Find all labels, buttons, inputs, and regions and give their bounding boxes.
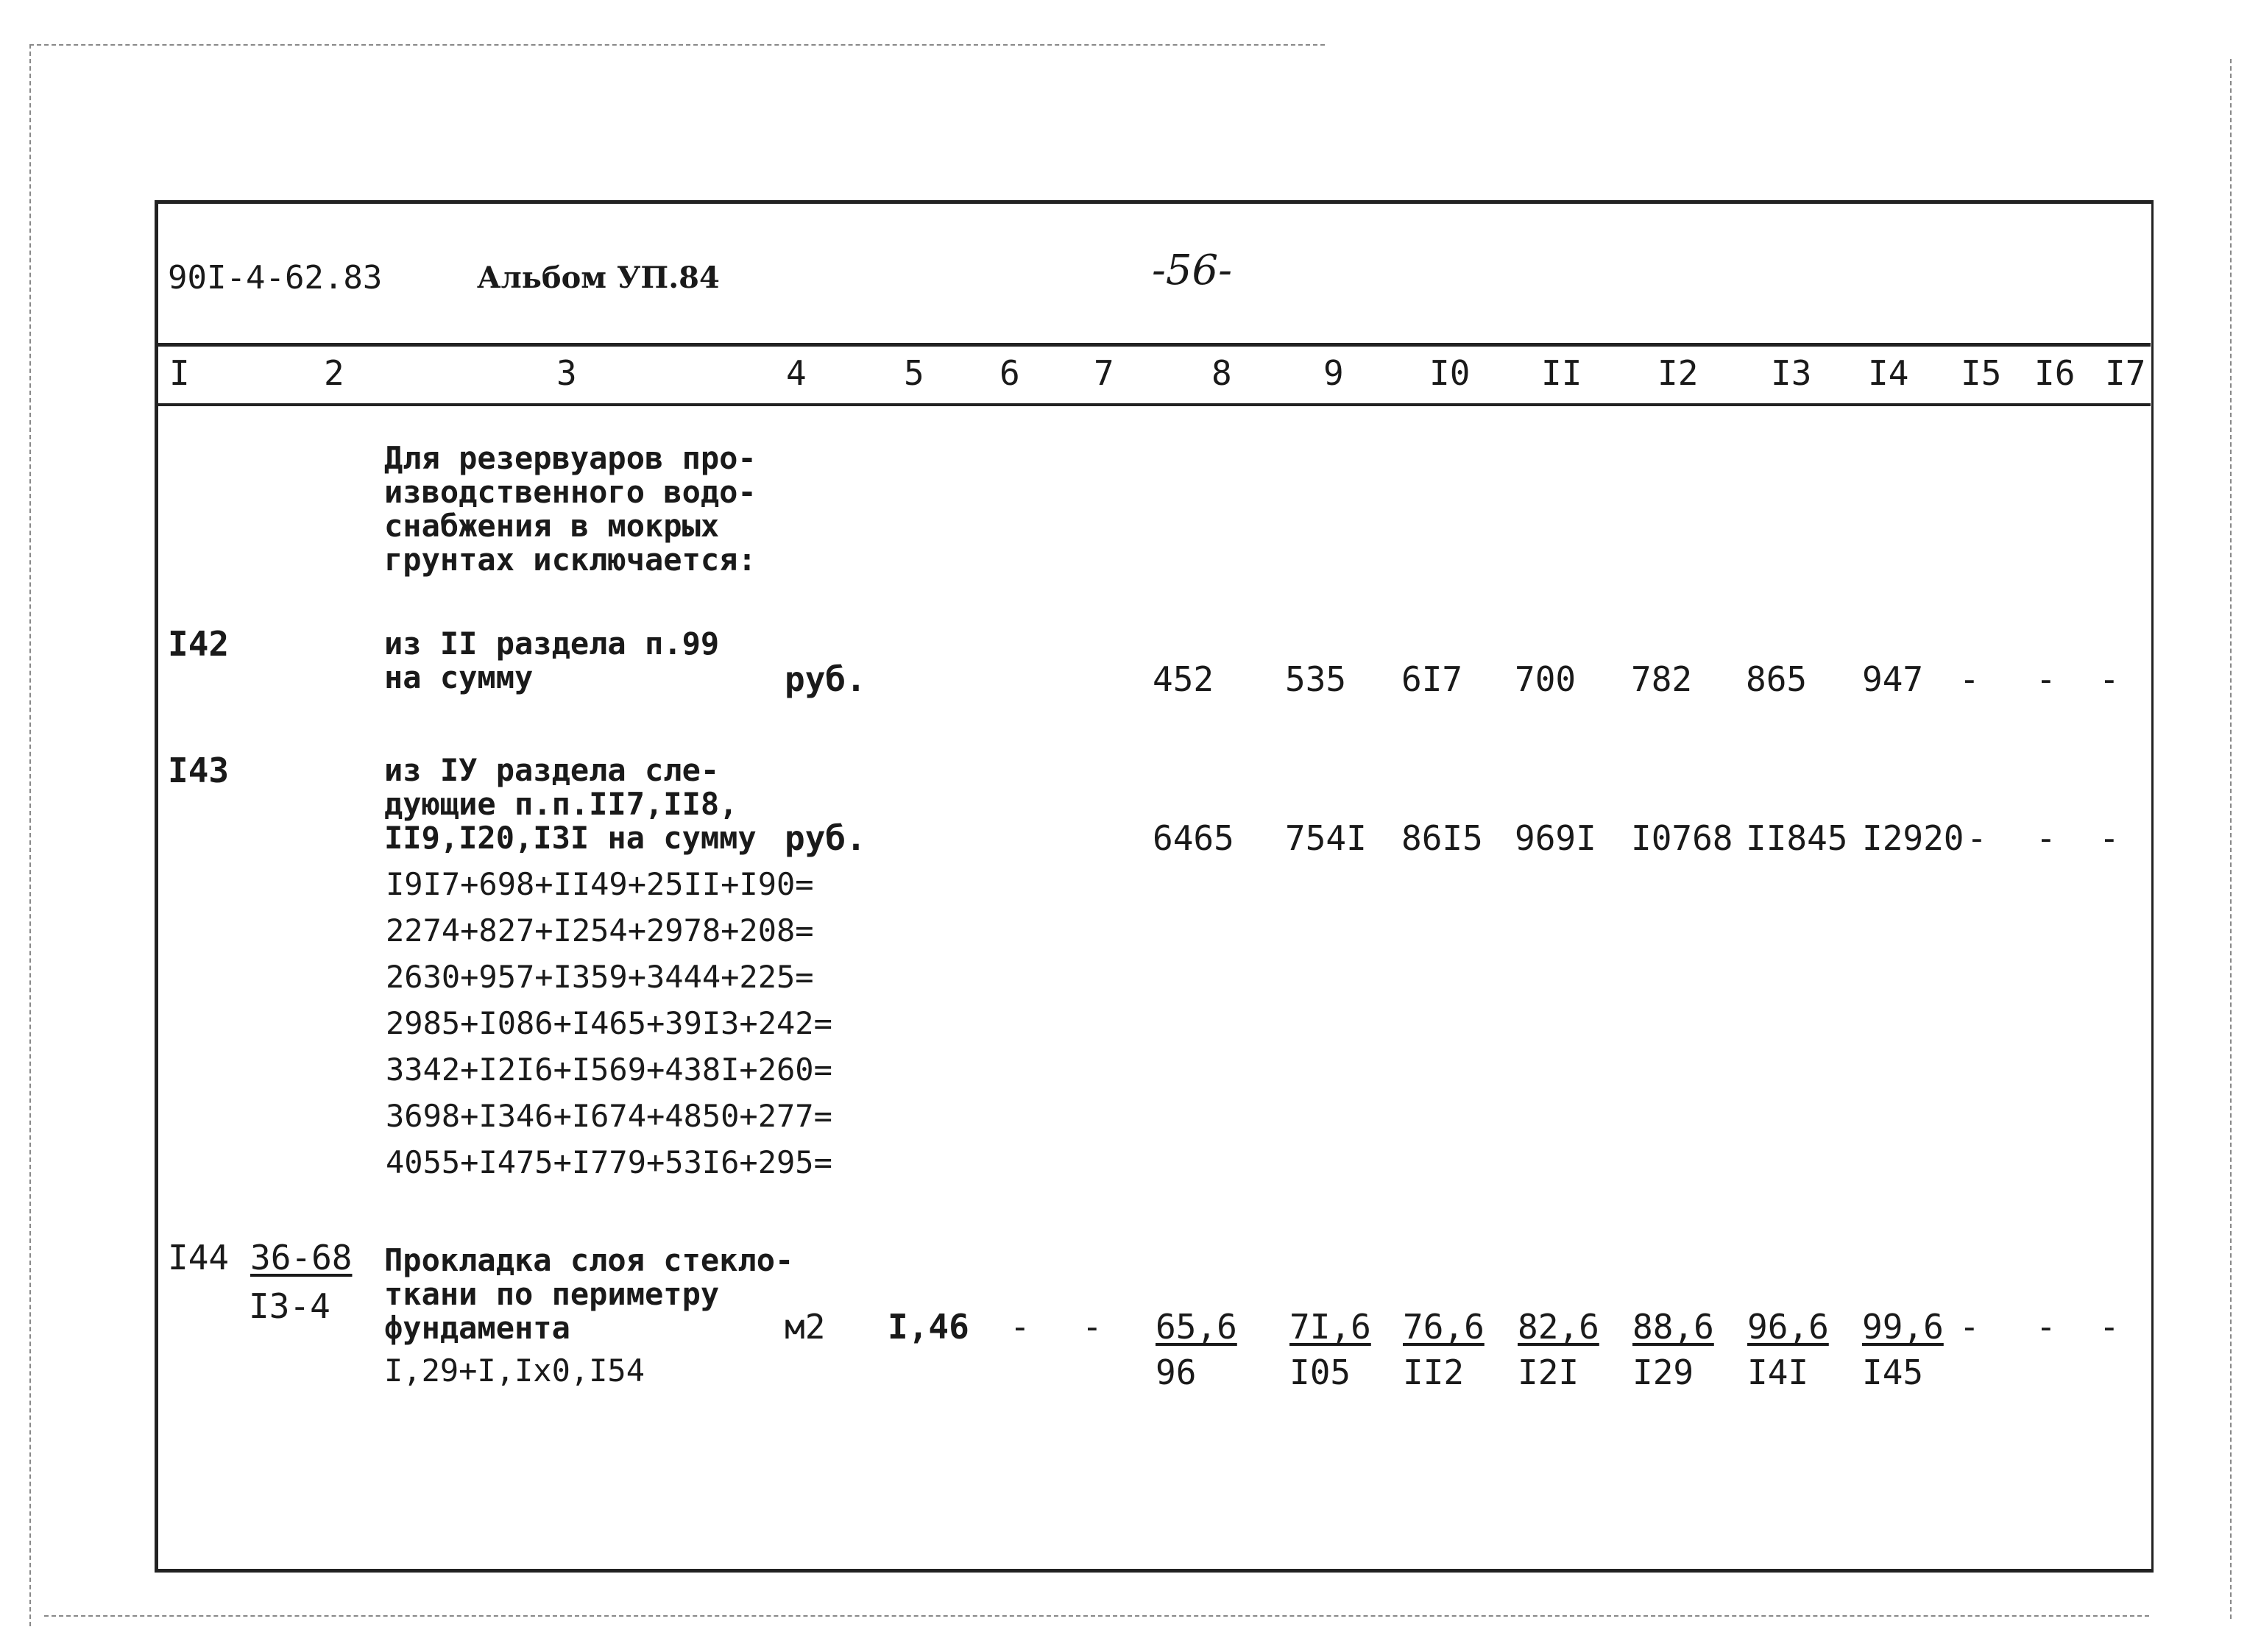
col-header: 7 bbox=[1094, 353, 1114, 393]
formula-list bbox=[386, 861, 832, 1185]
cell-col17: - bbox=[2099, 659, 2120, 699]
formula-line: I,29+I,Ix0,I54 bbox=[384, 1353, 645, 1389]
col-header: 9 bbox=[1323, 353, 1344, 393]
formula-line: 2274+827+I254+2978+208= bbox=[386, 912, 814, 949]
cell-col9: 535 bbox=[1285, 659, 1347, 699]
cell-col6: - bbox=[1010, 1307, 1030, 1347]
cell-col15: - bbox=[1959, 1307, 1980, 1347]
row-number: I42 bbox=[168, 624, 230, 664]
col-header: II bbox=[1541, 353, 1582, 393]
album-label: Альбом УП.84 bbox=[477, 260, 720, 295]
cell-col11: 969I bbox=[1515, 818, 1596, 858]
col-header: I2 bbox=[1657, 353, 1699, 393]
cell-col14: I2920 bbox=[1862, 818, 1964, 858]
col-header: I7 bbox=[2105, 353, 2146, 393]
cell-col7: - bbox=[1082, 1307, 1103, 1347]
row-description: Прокладка слоя стекло- ткани по периметру фундамента bbox=[384, 1242, 794, 1346]
cell-col12-bottom: I29 bbox=[1632, 1353, 1694, 1392]
col-header: 4 bbox=[786, 353, 807, 393]
cell-col14: 947 bbox=[1862, 659, 1924, 699]
intro-text: Для резервуаров про- изводственного водо- снабжения в мокрых грунтах исключается: bbox=[384, 440, 757, 578]
ref-top: 36-68 bbox=[250, 1238, 353, 1277]
cell-col5: I,46 bbox=[888, 1307, 969, 1347]
cell-col10: 76,6 bbox=[1403, 1307, 1485, 1347]
doc-code: 90I-4-62.83 bbox=[168, 259, 383, 297]
row-number: I43 bbox=[168, 751, 230, 790]
cell-col14: 99,6 bbox=[1862, 1307, 1944, 1347]
cell-col16: - bbox=[2036, 818, 2056, 858]
col-header: 6 bbox=[999, 353, 1020, 393]
cell-col14-bottom: I45 bbox=[1862, 1353, 1924, 1392]
cell-col10-bottom: II2 bbox=[1403, 1353, 1465, 1392]
cell-col13: 96,6 bbox=[1747, 1307, 1829, 1347]
col-header: 5 bbox=[904, 353, 924, 393]
header-rule-top bbox=[158, 343, 2151, 347]
cell-col10: 86I5 bbox=[1401, 818, 1483, 858]
cell-col17: - bbox=[2099, 818, 2120, 858]
col-header: I4 bbox=[1868, 353, 1909, 393]
col-header: 3 bbox=[556, 353, 577, 393]
col-header: I5 bbox=[1961, 353, 2002, 393]
formula-line: 3698+I346+I674+4850+277= bbox=[386, 1098, 832, 1134]
ref-bottom: I3-4 bbox=[249, 1286, 330, 1326]
formula-line: 2630+957+I359+3444+225= bbox=[386, 959, 814, 995]
col-header: I0 bbox=[1429, 353, 1471, 393]
formula-line: 3342+I2I6+I569+438I+260= bbox=[386, 1052, 832, 1088]
cell-col9-bottom: I05 bbox=[1289, 1353, 1351, 1392]
scan-border-right bbox=[2230, 59, 2232, 1619]
col-header: I3 bbox=[1771, 353, 1812, 393]
cell-col15: - bbox=[1967, 818, 1987, 858]
cell-col12: 88,6 bbox=[1632, 1307, 1714, 1347]
cell-col13-bottom: I4I bbox=[1747, 1353, 1809, 1392]
col-header: 2 bbox=[324, 353, 344, 393]
cell-col16: - bbox=[2036, 1307, 2056, 1347]
col-header: I bbox=[169, 353, 190, 393]
cell-col8: 65,6 bbox=[1156, 1307, 1237, 1347]
row-number: I44 bbox=[168, 1238, 230, 1277]
scan-border-bottom bbox=[44, 1615, 2149, 1617]
cell-col16: - bbox=[2036, 659, 2056, 699]
cell-col17: - bbox=[2099, 1307, 2120, 1347]
row-description: из IУ раздела сле- дующие п.п.II7,II8, II9,I20,I3I на сумму bbox=[384, 752, 757, 856]
cell-col11-bottom: I2I bbox=[1518, 1353, 1579, 1392]
formula-line: 2985+I086+I465+39I3+242= bbox=[386, 1005, 832, 1041]
formula-line: 4055+I475+I779+53I6+295= bbox=[386, 1144, 832, 1180]
header-rule-bottom bbox=[158, 403, 2151, 406]
cell-col13: 865 bbox=[1746, 659, 1808, 699]
page-number: -56- bbox=[1152, 247, 1233, 294]
row-unit: руб. bbox=[785, 659, 866, 699]
row-unit: м2 bbox=[785, 1307, 826, 1347]
cell-col8: 6465 bbox=[1153, 818, 1234, 858]
col-header: 8 bbox=[1211, 353, 1232, 393]
cell-col15: - bbox=[1959, 659, 1980, 699]
cell-col8-bottom: 96 bbox=[1156, 1353, 1197, 1392]
cell-col12: I0768 bbox=[1631, 818, 1733, 858]
row-description: из II раздела п.99 на сумму bbox=[384, 625, 720, 695]
cell-col8: 452 bbox=[1153, 659, 1214, 699]
cell-col10: 6I7 bbox=[1401, 659, 1463, 699]
cell-col11: 82,6 bbox=[1518, 1307, 1599, 1347]
cell-col9: 7I,6 bbox=[1289, 1307, 1371, 1347]
cell-col13: II845 bbox=[1746, 818, 1848, 858]
cell-col9: 754I bbox=[1285, 818, 1367, 858]
scan-border-top bbox=[29, 44, 1325, 46]
cell-col11: 700 bbox=[1515, 659, 1577, 699]
formula-line: I9I7+698+II49+25II+I90= bbox=[386, 866, 814, 902]
col-header: I6 bbox=[2034, 353, 2076, 393]
cell-col12: 782 bbox=[1631, 659, 1693, 699]
scan-border-left bbox=[29, 44, 31, 1626]
row-unit: руб. bbox=[785, 818, 866, 858]
